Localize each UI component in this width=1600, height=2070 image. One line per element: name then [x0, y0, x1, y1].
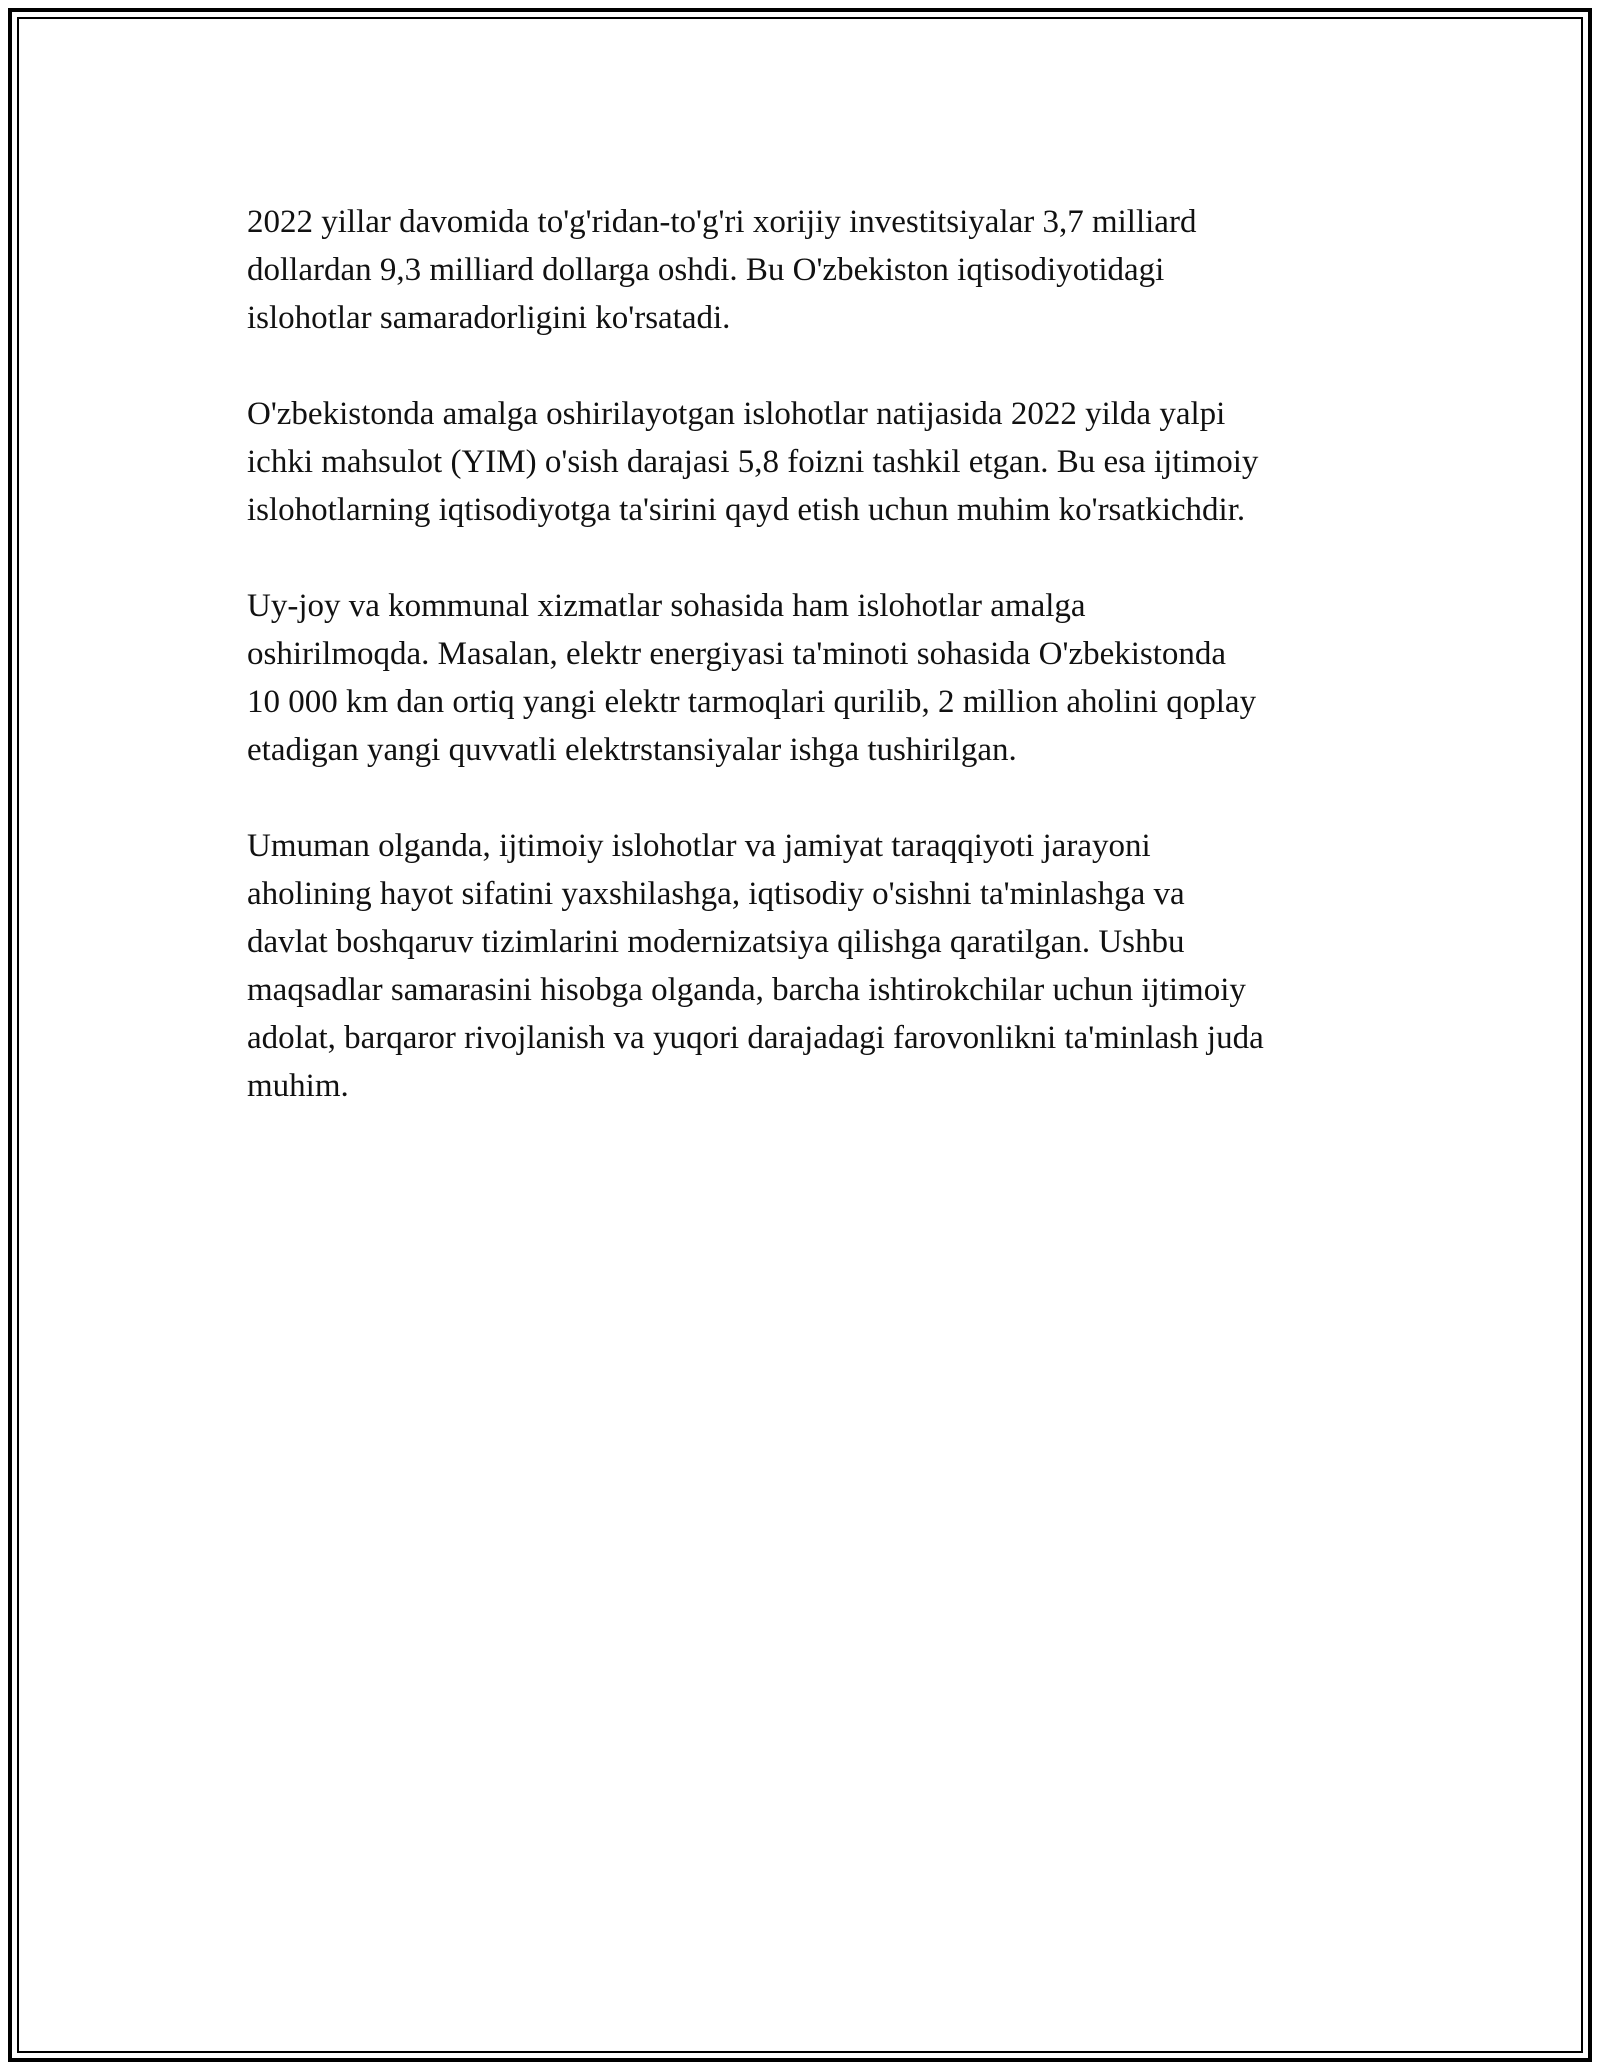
- page-frame: [8, 8, 1592, 2062]
- paragraph-conclusion: Umuman olganda, ijtimoiy islohotlar va jamiyat taraqqiyoti jarayoni aholining hayot sifatini yaxshilashga, iqtisodiy o'sishni ta'minlashga va davlat boshqaruv tizimlarini modernizatsiya qilishga qaratilgan. Ushbu maqsadlar samarasini hisobga olganda, barcha ishtirokchilar uchun ijtimoiy adolat, barqaror rivojlanish va yuqori darajadagi farovonlikni ta'minlash juda muhim.: [247, 828, 1264, 1104]
- paragraph-gdp-growth: O'zbekistonda amalga oshirilayotgan islohotlar natijasida 2022 yilda yalpi ichki mahsulot (YIM) o'sish darajasi 5,8 foizni tashkil etgan. Bu esa ijtimoiy islohotlarning iqtisodiyotga ta'sirini qayd etish uchun muhim ko'rsatkichdir.: [247, 396, 1259, 528]
- document-body: [247, 198, 1397, 1158]
- paragraph-housing-utilities: Uy-joy va kommunal xizmatlar sohasida ham islohotlar amalga oshirilmoqda. Masalan, elektr energiyasi ta'minoti sohasida O'zbekistonda 10 000 km dan ortiq yangi elektr tarmoqlari qurilib, 2 million aholini qoplay etadigan yangi quvvatli elektrstansiyalar ishga tushirilgan.: [247, 588, 1257, 768]
- paragraph-investments: 2022 yillar davomida to'g'ridan-to'g'ri xorijiy investitsiyalar 3,7 milliard dollardan 9,3 milliard dollarga oshdi. Bu O'zbekiston iqtisodiyotidagi islohotlar samaradorligini ko'rsatadi.: [247, 204, 1197, 336]
